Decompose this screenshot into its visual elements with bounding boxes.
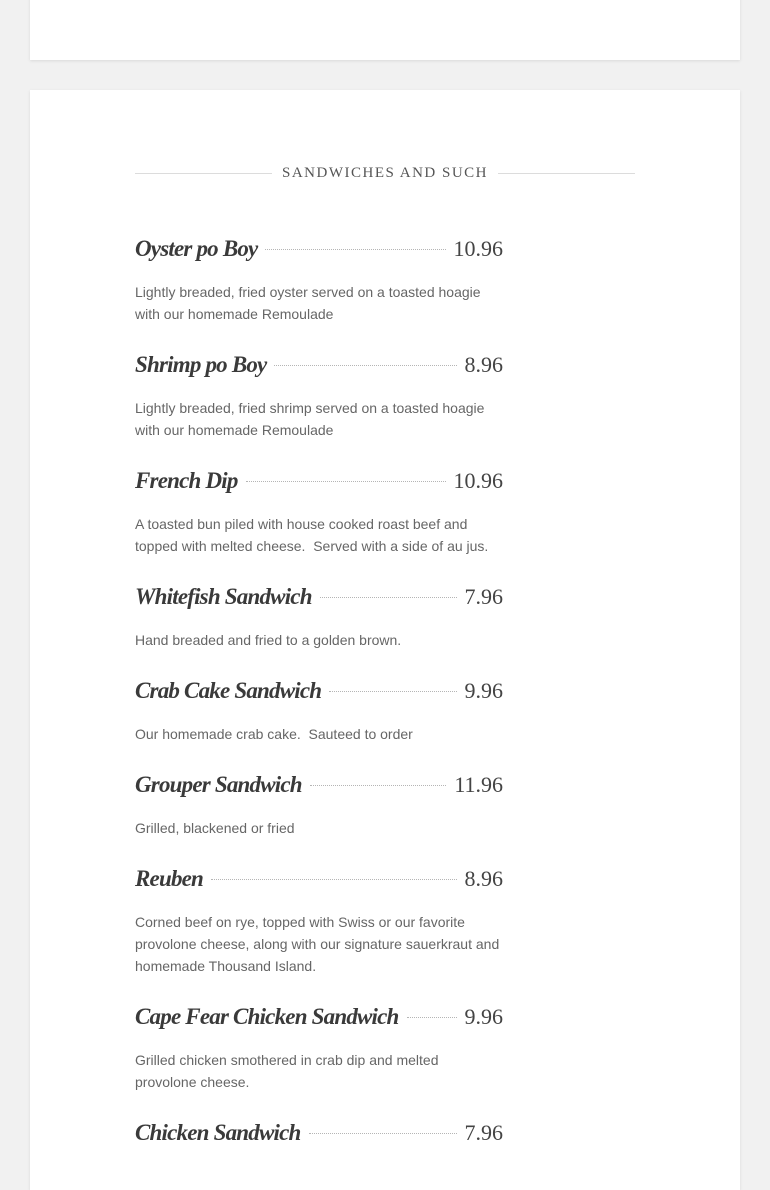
menu-item-description: Grilled chicken smothered in crab dip and melted provolone cheese. [135, 1052, 443, 1090]
menu-item-price: 8.96 [464, 866, 503, 891]
menu-item-cape-fear-chicken-sandwich [135, 1004, 503, 1120]
dot-leader [211, 879, 456, 880]
menu-item-reuben [135, 866, 503, 1004]
menu-item-description: Hand breaded and fried to a golden brown. [135, 632, 402, 648]
dot-leader [265, 249, 445, 250]
menu-item-chicken-sandwich [135, 1120, 503, 1180]
menu-item-description: Corned beef on rye, topped with Swiss or our favorite provolone cheese, along with our signature sauerkraut and homemade Thousand Island. [135, 914, 504, 974]
menu-item-price: 7.96 [464, 584, 503, 609]
menu-item-price: 11.96 [454, 772, 503, 797]
dot-leader [407, 1017, 457, 1018]
dot-leader [310, 785, 447, 786]
menu-list [135, 236, 503, 1180]
menu-card [30, 90, 740, 1190]
menu-item-price: 7.96 [464, 1120, 503, 1145]
menu-item-shrimp-po-boy [135, 352, 503, 468]
menu-item-name: French Dip [135, 468, 238, 493]
menu-item-price: 9.96 [464, 678, 503, 703]
section-title: SANDWICHES AND SUCH [281, 164, 489, 181]
dot-leader [246, 481, 446, 482]
heading-rule-left [135, 173, 272, 174]
menu-item-grouper-sandwich [135, 772, 503, 866]
dot-leader [274, 365, 456, 366]
menu-item-description: Our homemade crab cake. Sauteed to order [135, 726, 413, 742]
heading-rule-right [498, 173, 635, 174]
menu-item-oyster-po-boy [135, 236, 503, 352]
dot-leader [320, 597, 457, 598]
menu-item-description: Grilled, blackened or fried [135, 820, 295, 836]
dot-leader [329, 691, 456, 692]
menu-item-price: 8.96 [464, 352, 503, 377]
menu-item-name: Whitefish Sandwich [135, 584, 312, 609]
menu-item-price: 9.96 [464, 1004, 503, 1029]
menu-item-french-dip [135, 468, 503, 584]
menu-item-name: Crab Cake Sandwich [135, 678, 322, 703]
menu-item-description: Lightly breaded, fried shrimp served on a toasted hoagie with our homemade Remoulade [135, 400, 489, 438]
dot-leader [309, 1133, 457, 1134]
menu-item-name: Grouper Sandwich [135, 772, 302, 797]
menu-item-whitefish-sandwich [135, 584, 503, 678]
menu-item-name: Reuben [135, 866, 204, 891]
section-heading [135, 162, 635, 184]
menu-item-price: 10.96 [453, 468, 503, 493]
menu-item-name: Shrimp po Boy [135, 352, 267, 377]
menu-item-name: Cape Fear Chicken Sandwich [135, 1004, 399, 1029]
menu-item-name: Chicken Sandwich [135, 1120, 301, 1145]
menu-item-price: 10.96 [453, 236, 503, 261]
menu-item-crab-cake-sandwich [135, 678, 503, 772]
menu-item-description: A toasted bun piled with house cooked roast beef and topped with melted cheese. Served with a side of au jus. [135, 516, 489, 554]
previous-menu-card [30, 0, 740, 60]
menu-item-name: Oyster po Boy [135, 236, 258, 261]
menu-item-description: Lightly breaded, fried oyster served on a toasted hoagie with our homemade Remoulade [135, 284, 485, 322]
